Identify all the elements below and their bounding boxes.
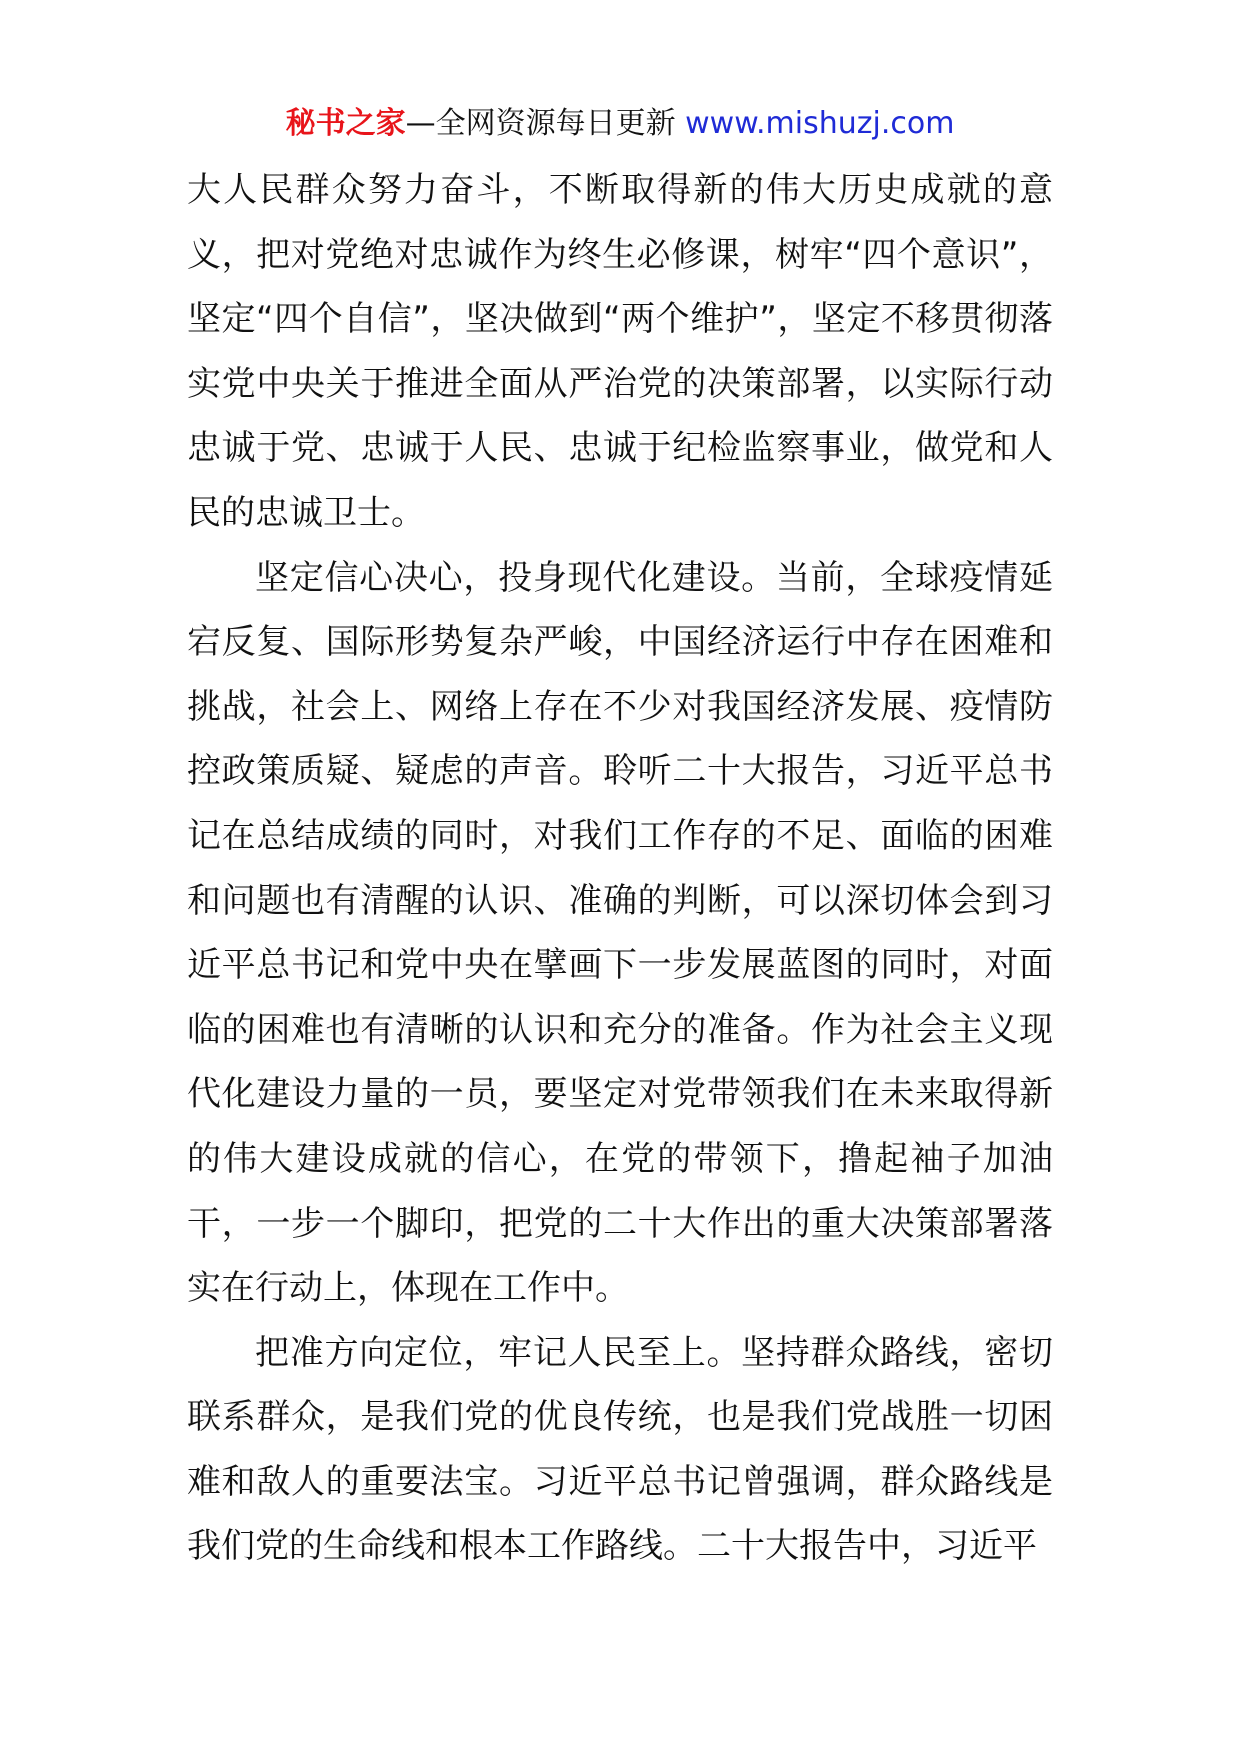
header-tagline: —全网资源每日更新 xyxy=(405,106,676,141)
website-link[interactable]: www.mishuzj.com xyxy=(685,106,955,141)
paragraph: 把准方向定位，牢记人民至上。坚持群众路线，密切联系群众，是我们党的优良传统，也是我们党战胜一切困难和敌人的重要法宝。习近平总书记曾强调，群众路线是我们党的生命线和根本工作路线。二十大报告中，习近平 xyxy=(187,1332,1053,1567)
page-header xyxy=(0,104,1240,144)
document-body xyxy=(187,158,1053,1579)
brand-name: 秘书之家 xyxy=(285,106,406,141)
paragraph: 大人民群众努力奋斗，不断取得新的伟大历史成就的意义，把对党绝对忠诚作为终生必修课，树牢“四个意识”，坚定“四个自信”，坚决做到“两个维护”，坚定不移贯彻落实党中央关于推进全面从严治党的决策部署，以实际行动忠诚于党、忠诚于人民、忠诚于纪检监察事业，做党和人民的忠诚卫士。 xyxy=(187,170,1053,533)
paragraph: 坚定信心决心，投身现代化建设。当前，全球疫情延宕反复、国际形势复杂严峻，中国经济运行中存在困难和挑战，社会上、网络上存在不少对我国经济发展、疫情防控政策质疑、疑虑的声音。聆听二十大报告，习近平总书记在总结成绩的同时，对我们工作存的不足、面临的困难和问题也有清醒的认识、准确的判断，可以深切体会到习近平总书记和党中央在擘画下一步发展蓝图的同时，对面临的困难也有清晰的认识和充分的准备。作为社会主义现代化建设力量的一员，要坚定对党带领我们在未来取得新的伟大建设成就的信心，在党的带领下，撸起袖子加油干，一步一个脚印，把党的二十大作出的重大决策部署落实在行动上，体现在工作中。 xyxy=(187,557,1053,1309)
